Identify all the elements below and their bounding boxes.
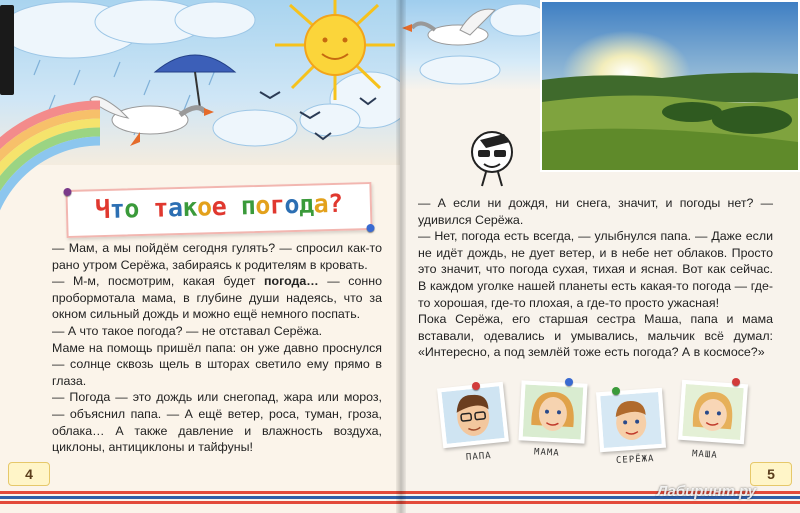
paragraph: Маме на помощь пришёл папа: он уже давно проснулся — солнце сквозь щель в шторах светило ему прямо в глаза. — [52, 340, 382, 388]
portrait-seryozha — [596, 388, 666, 452]
decorative-stripe — [0, 491, 400, 494]
decorative-stripe — [0, 501, 400, 504]
portrait-drawing — [682, 384, 743, 440]
paragraph: — Нет, погода есть всегда, — улыбнулся папа. — Даже если не идёт дождь, не дует ветер, и в небе нет облаков. Просто это значит, что погода сухая, тихая и ясная. Вот как сейчас. В каждом уголке нашей планеты есть какая-то погода — где-то хорошая, где-то плохая, а где-то просто ужасная! — [418, 229, 773, 310]
landscape-photo — [540, 0, 800, 172]
decorative-stripe — [0, 496, 400, 499]
portrait-papa — [437, 382, 509, 449]
book-gutter — [396, 0, 406, 513]
paragraph: Пока Серёжа, его старшая сестра Маша, папа и мама вставали, одевались и умывались, мальчик всё думал: «Интересно, а под землёй тоже есть погода? А в космосе?» — [418, 312, 773, 360]
paragraph: — М-м, посмотрим, какая будет погода… — сонно пробормотала мама, в глубине души надеясь, что за окном сильный дождь и можно ещё немного поспать. — [52, 274, 383, 322]
pin-icon — [612, 387, 620, 395]
left-body-text — [52, 240, 382, 456]
pin-icon — [63, 188, 71, 196]
pin-icon — [565, 378, 573, 386]
paragraph: — А если ни дождя, ни снега, значит, и погоды нет? — удивился Серёжа. — [418, 196, 773, 227]
chapter-title: Что такое погода? — [94, 188, 344, 225]
right-body-text — [418, 195, 773, 361]
paragraph: — А что такое погода? — не отставал Серёжа. — [52, 323, 323, 338]
portrait-label: ПАПА — [465, 451, 493, 463]
paragraph: — Мам, а мы пойдём сегодня гулять? — спросил как-то рано утром Серёжа, забираясь к родителям в кровать. — [52, 241, 382, 272]
watermark-logo: Лабиринт.ру — [657, 483, 757, 500]
portrait-drawing — [441, 386, 504, 444]
paragraph: — Погода — это дождь или снегопад, жара или мороз, — объяснил папа. — А ещё ветер, роса, туман, гроза, облака… А также давление и влажность воздуха, циклоны, антициклоны и тайфуны! — [52, 390, 382, 455]
pin-icon — [472, 382, 480, 390]
portrait-mama — [518, 380, 587, 443]
portrait-label: МАМА — [533, 447, 560, 459]
binder-clip — [0, 5, 14, 95]
sky-illustration — [400, 0, 540, 90]
chapter-title-card — [65, 182, 372, 238]
portrait-label: СЕРЁЖА — [615, 453, 655, 467]
portrait-drawing — [600, 392, 661, 448]
pin-icon — [732, 378, 740, 386]
portrait-masha — [678, 380, 748, 444]
page-number-right: 5 — [750, 462, 792, 486]
portrait-label: МАША — [691, 449, 719, 461]
portrait-drawing — [523, 385, 584, 440]
pin-icon — [366, 224, 374, 232]
page-number-left: 4 — [8, 462, 50, 486]
mascot-illustration — [458, 118, 528, 188]
